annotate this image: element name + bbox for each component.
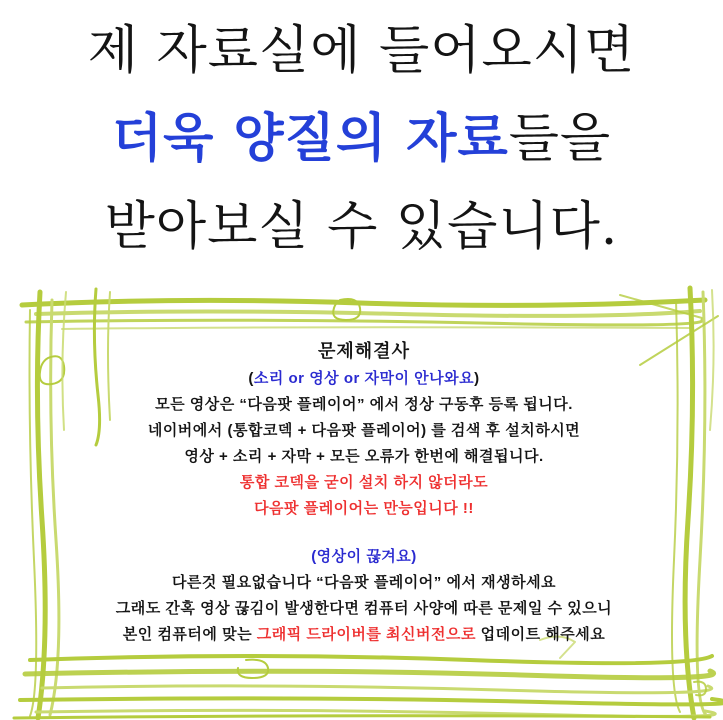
last-line-red-middle: 그래픽 드라이버를 최신버전으로 — [256, 626, 476, 643]
last-line-black-prefix: 본인 컴퓨터에 맞는 — [122, 626, 257, 643]
section1-paren-open: ( — [248, 370, 254, 387]
headline-line-2-blue: 더욱 양질의 자료 — [111, 108, 509, 169]
headline-line-3: 받아보실 수 있습니다. — [104, 197, 619, 257]
section-gap — [60, 522, 668, 544]
section1-line-2: 네이버에서 (통합코덱 + 다음팟 플레이어) 를 검색 후 설치하시면 — [147, 422, 581, 439]
section2-last-line — [60, 622, 668, 648]
section1-header-text: 소리 or 영상 or 자막이 안나와요 — [253, 370, 475, 387]
section1-header — [60, 366, 668, 392]
section2-line-2: 그래도 간혹 영상 끊김이 발생한다면 컴퓨터 사양에 따른 문제일 수 있으니 — [115, 600, 613, 617]
section2-line-1: 다른것 필요없습니다 “다음팟 플레이어” 에서 재생하세요 — [171, 574, 557, 591]
last-line-black-suffix: 업데이트 해주세요 — [475, 626, 606, 643]
headline — [0, 0, 723, 284]
section2-header: (영상이 끊겨요) — [311, 548, 417, 565]
headline-line-1: 제 자료실에 들어오시면 — [87, 21, 636, 81]
headline-line-2-black: 들을 — [508, 109, 612, 169]
section1-red-line-1: 통합 코덱을 굳이 설치 하지 않더라도 — [239, 474, 489, 491]
notice-title: 문제해결사 — [318, 341, 410, 361]
section1-red-line-2: 다음팟 플레이어는 만능입니다 !! — [254, 500, 474, 517]
notice-box — [60, 336, 668, 648]
section1-paren-close: ) — [474, 370, 480, 387]
headline-line-2 — [0, 108, 723, 170]
section1-line-3: 영상 + 소리 + 자막 + 모든 오류가 한번에 해결됩니다. — [184, 448, 544, 465]
section1-line-1: 모든 영상은 “다음팟 플레이어” 에서 정상 구동후 등록 됩니다. — [155, 396, 573, 413]
